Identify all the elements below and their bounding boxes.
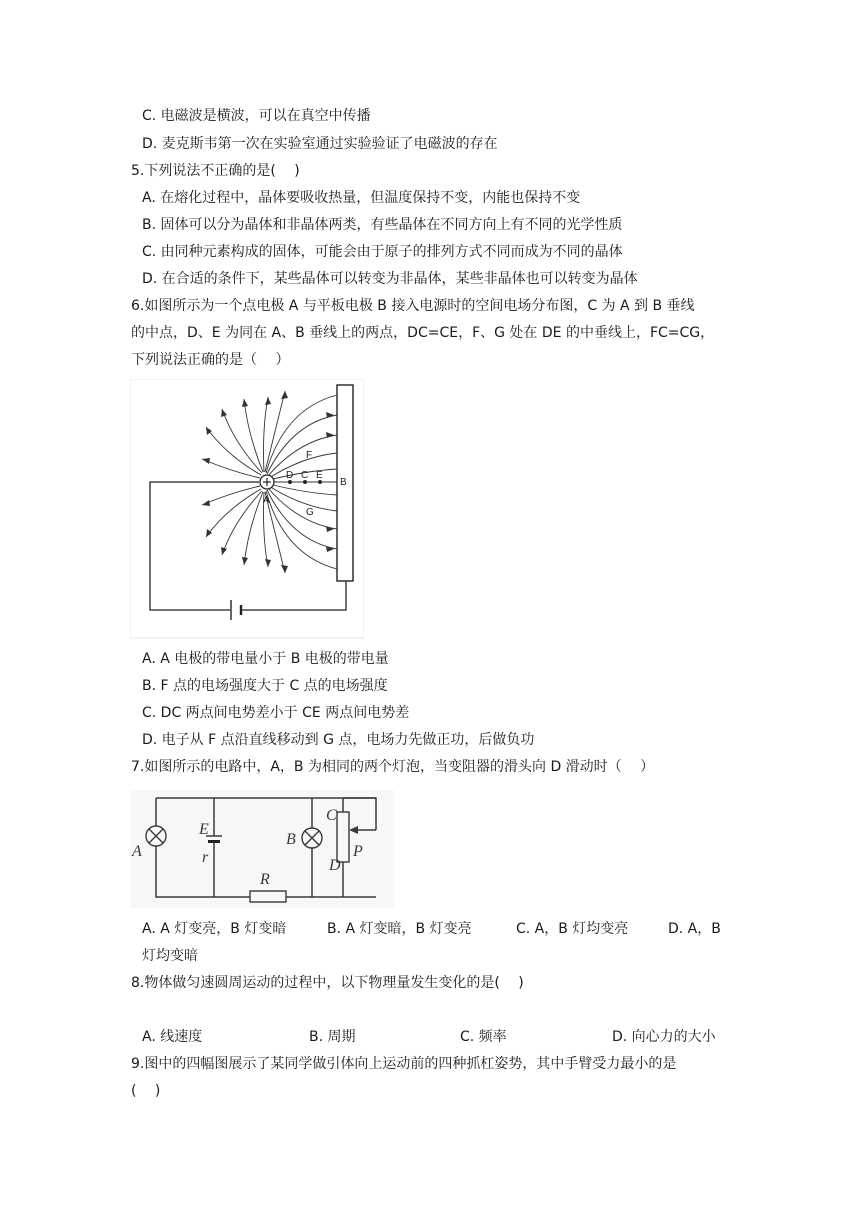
q4-option-c: C. 电磁波是横波，可以在真空中传播: [142, 108, 371, 124]
q5-option-c: C. 由同种元素构成的固体，可能会由于原子的排列方式不同而成为不同的晶体: [142, 244, 623, 260]
q7-option-b: B. A 灯变暗，B 灯变亮: [327, 921, 472, 937]
q8-option-a: A. 线速度: [142, 1029, 203, 1045]
label-p: P: [353, 843, 363, 860]
q5-stem: 5.下列说法不正确的是( ): [131, 163, 300, 179]
label-g: G: [306, 507, 314, 518]
rheostat: [337, 812, 349, 862]
battery-plate-short: [208, 840, 220, 843]
label-d: D: [329, 857, 341, 874]
q7-option-c: C. A，B 灯均变亮: [516, 921, 629, 937]
label-b: B: [340, 477, 347, 488]
q7-stem: 7.如图所示的电路中，A，B 为相同的两个灯泡，当变阻器的滑头向 D 滑动时（ ）: [131, 759, 655, 775]
q6-option-d: D. 电子从 F 点沿直线移动到 G 点，电场力先做正功，后做负功: [142, 732, 535, 748]
circuit-figure: [130, 790, 394, 908]
resistor-r: [250, 891, 286, 902]
q8-stem: 8.物体做匀速圆周运动的过程中，以下物理量发生变化的是( ): [131, 975, 524, 991]
lamp-a: [146, 826, 166, 846]
label-b: B: [286, 831, 296, 848]
q5-option-d: D. 在合适的条件下，某些晶体可以转变为非晶体，某些非晶体也可以转变为晶体: [142, 271, 638, 287]
lamp-b: [302, 828, 322, 848]
q9-stem-line2: ( ): [131, 1083, 161, 1099]
label-a: A: [132, 843, 142, 860]
q6-option-a: A. A 电极的带电量小于 B 电极的带电量: [142, 651, 389, 667]
q4-option-d: D. 麦克斯韦第一次在实验室通过实验验证了电磁波的存在: [142, 136, 498, 152]
q5-option-a: A. 在熔化过程中，晶体要吸收热量，但温度保持不变，内能也保持不变: [142, 190, 581, 206]
q5-option-b: B. 固体可以分为晶体和非晶体两类，有些晶体在不同方向上有不同的光学性质: [142, 217, 623, 233]
q8-option-c: C. 频率: [460, 1029, 507, 1045]
label-c: C: [326, 807, 337, 824]
q7-option-d-cont: 灯均变暗: [142, 948, 198, 964]
label-r: R: [260, 871, 270, 888]
q6-stem-line3: 下列说法正确的是（ ）: [131, 352, 290, 368]
q8-option-d: D. 向心力的大小: [612, 1029, 716, 1045]
label-f: F: [306, 450, 313, 461]
label-e: E: [316, 470, 323, 481]
q6-option-c: C. DC 两点间电势差小于 CE 两点间电势差: [142, 705, 410, 721]
label-a: A: [263, 495, 270, 506]
q7-option-a: A. A 灯变亮，B 灯变暗: [142, 921, 287, 937]
q9-stem-line1: 9.图中的四幅图展示了某同学做引体向上运动前的四种抓杠姿势，其中手臂受力最小的是: [131, 1056, 677, 1072]
field-line-figure: [130, 379, 364, 639]
q6-stem-line1: 6.如图所示为一个点电极 A 与平板电极 B 接入电源时的空间电场分布图，C 为 A 到 B 垂线: [131, 298, 695, 314]
q6-option-b: B. F 点的电场强度大于 C 点的电场强度: [142, 678, 388, 694]
label-c: C: [301, 470, 309, 481]
label-r-internal: r: [202, 849, 209, 866]
q6-stem-line2: 的中点，D、E 为同在 A、B 垂线上的两点，DC=CE，F、G 处在 DE 的中垂线上，FC=CG，: [131, 325, 715, 341]
label-d: D: [286, 470, 294, 481]
q7-option-d: D. A，B: [668, 921, 721, 937]
label-e: E: [199, 821, 209, 838]
q8-option-b: B. 周期: [309, 1029, 356, 1045]
